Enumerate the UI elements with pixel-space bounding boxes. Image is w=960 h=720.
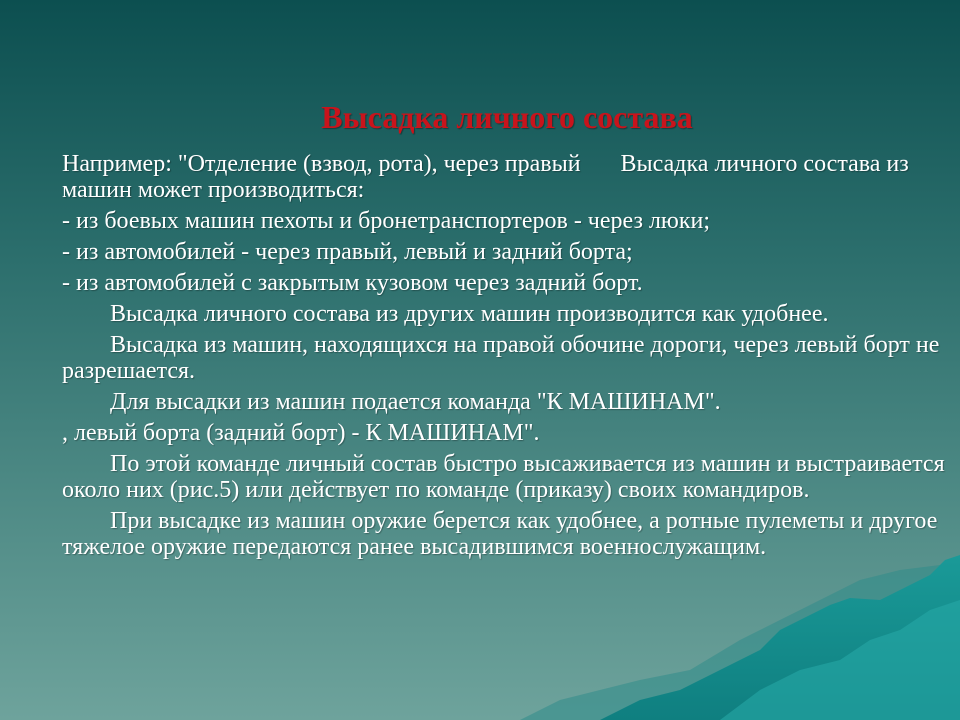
paragraph-left-side: , левый борта (задний борт) - К МАШИНАМ". bbox=[62, 420, 540, 446]
paragraph-intro: Например: "Отделение (взвод, рота), через правый Высадка личного состава из машин может производиться: bbox=[62, 151, 909, 203]
paragraph-right-shoulder: Высадка из машин, находящихся на правой обочине дороги, через левый борт не разрешается. bbox=[62, 332, 940, 384]
paragraph-list-item-2: - из автомобилей - через правый, левый и задний борта; bbox=[62, 239, 633, 265]
paragraph-dismount-action: По этой команде личный состав быстро высаживается из машин и выстраивается около них (рис.5) или действует по команде (приказу) своих командиров. bbox=[62, 451, 945, 503]
paragraph-other-machines: Высадка личного состава из других машин производится как удобнее. bbox=[110, 301, 829, 327]
paragraph-list-item-1: - из боевых машин пехоты и бронетранспортеров - через люки; bbox=[62, 208, 711, 234]
paragraph-weapons: При высадке из машин оружие берется как удобнее, а ротные пулеметы и другое тяжелое оружие передаются ранее высадившимся военнослужащим. bbox=[62, 508, 938, 560]
paragraph-command: Для высадки из машин подается команда "К МАШИНАМ". bbox=[110, 389, 721, 415]
slide-title: Высадка личного состава bbox=[321, 99, 693, 135]
paragraph-list-item-3: - из автомобилей с закрытым кузовом через задний борт. bbox=[62, 270, 643, 296]
slide-body bbox=[62, 151, 954, 565]
